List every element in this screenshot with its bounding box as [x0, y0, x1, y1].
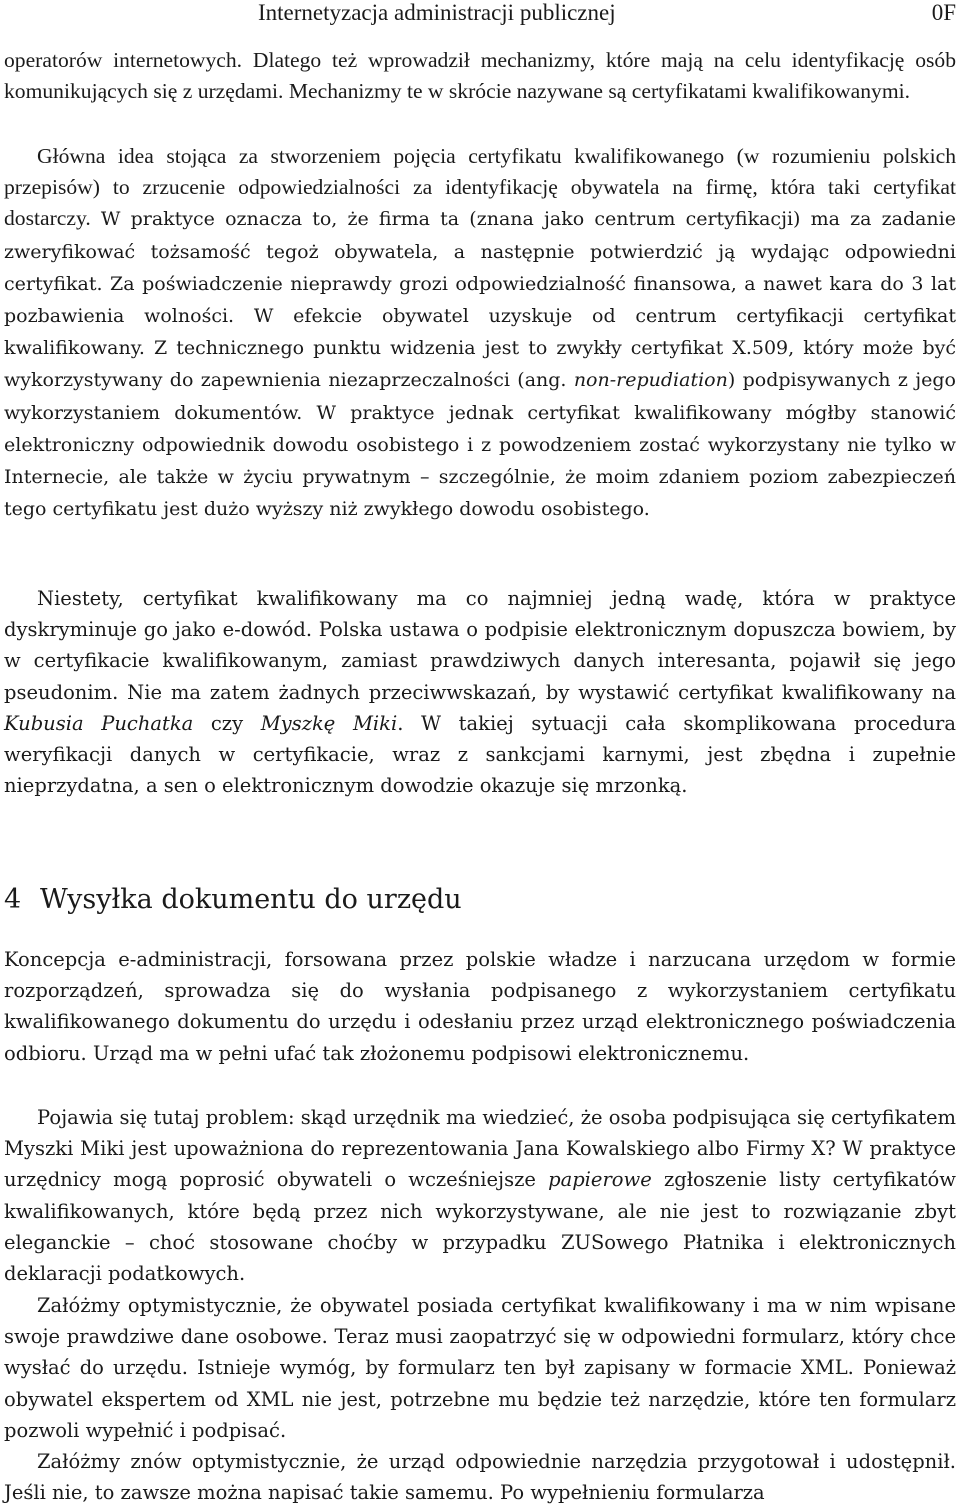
section-number: 4: [4, 884, 22, 915]
running-header: [258, 0, 956, 26]
running-header-page: 0F: [931, 0, 956, 25]
paragraph-e-administration: Koncepcja e-administracji, forsowana przez polskie władze i narzucana urzędom w formie rozporządzeń, sprowadza się do wysłania podpisanego z wykorzystaniem certyfikatu kwalifikowanego dokumentu do urzędu i odesłaniu przez urząd elektronicznego poświadczenia odbioru. Urząd ma w pełni ufać tak złożonemu podpisowi elektronicznemu.: [4, 948, 956, 1065]
paragraph-pseudonym-flaw: [4, 583, 956, 801]
section-title: Wysyłka dokumentu do urzędu: [40, 884, 462, 915]
paragraph-text: [4, 208, 956, 520]
paragraph-text: Główna idea stojąca za stworzeniem pojęcia certyfikatu kwalifikowanego (w rozumieniu polskich przepisów) to zrzucenie odpowiedzialności za identyfikację obywatela na firmę, która taki certyfikat dostarczy.: [4, 144, 956, 231]
paragraph-qualified-certificate: [4, 141, 956, 525]
paragraph-text: czy: [193, 711, 261, 735]
paragraph-intro: operatorów internetowych. Dlatego też wprowadził mechanizmy, które mają na celu identyfikację osób komunikujących się z urzędami. Mechanizmy te w skrócie nazywane są certyfikatami kwalifikowanymi.: [4, 48, 956, 104]
emphasis-term: papierowe: [548, 1168, 652, 1192]
paragraph-text: Niestety, certyfikat kwalifikowany ma co najmniej jedną wadę, która w praktyce dyskryminuje go jako e-dowód. Polska ustawa o podpisie elektronicznym dopuszcza bowiem, by w certyfikacie kwalifikowanym, zamiast prawdziwych danych interesanta, pojawił się jego pseudonim. Nie ma zatem żadnych przeciwwskazań, by wystawić certyfikat kwalifikowany na: [4, 587, 956, 704]
emphasis-term: non-repudiation: [573, 369, 728, 392]
paragraph-tools: Załóżmy znów optymistycznie, że urząd odpowiednie narzędzia przygotował i udostępnił. Jeśli nie, to zawsze można napisać takie samemu. Po wypełnieniu formularza: [4, 1450, 956, 1505]
emphasis-name: Kubusia Puchatka: [4, 711, 194, 735]
paragraph-xml-form: Załóżmy optymistycznie, że obywatel posiada certyfikat kwalifikowany i ma w nim wpisane swoje prawdziwe dane osobowe. Teraz musi zaopatrzyć się w odpowiedni formularz, który chce wysłać do urzędu. Istnieje wymóg, by formularz ten był zapisany w formacie XML. Ponieważ obywatel ekspertem od XML nie jest, potrzebne mu będzie też narzędzie, które ten formularz pozwoli wypełnić i podpisać.: [4, 1294, 956, 1442]
paragraph-text: ) podpisywanych z jego wykorzystaniem dokumentów. W praktyce jednak certyfikat kwalifikowany mógłby stanowić elektroniczny odpowiednik dowodu osobistego i z powodzeniem zostać wykorzystany nie tylko w Internecie, ale także w życiu prywatnym – szczególnie, że moim zdaniem poziom zabezpieczeń tego certyfikatu jest dużo wyższy niż zwykłego dowodu osobistego.: [4, 369, 956, 521]
paragraph-text: Pojawia się tutaj problem: skąd urzędnik ma wiedzieć, że osoba podpisująca się certyfikatem Myszki Miki jest upoważniona do reprezentowania Jana Kowalskiego albo Firmy X? W praktyce urzędnicy mogą poprosić obywateli o wcześniejsze: [4, 1106, 956, 1192]
section-heading: [4, 880, 956, 920]
running-header-title: Internetyzacja administracji publicznej: [258, 0, 616, 25]
emphasis-name: Myszkę Miki: [260, 711, 398, 735]
paragraph-text: zgłoszenie listy certyfikatów kwalifikowanych, które będą przez nich wykorzystywane, ale nie jest to rozwiązanie zbyt eleganckie – choć stosowane choćby w przypadku ZUSowego Płatnika i elektronicznych deklaracji podatkowych.: [4, 1168, 956, 1286]
paragraph-authorization-problem: [4, 1102, 956, 1289]
paragraph-text: . W takiej sytuacji cała skomplikowana procedura weryfikacji danych w certyfikacie, wraz z sankcjami karnymi, jest zbędna i zupełnie nieprzydatna, a sen o elektronicznym dowodzie okazuje się mrzonką.: [4, 711, 956, 798]
paragraph-text: W praktyce oznacza to, że firma ta (znana jako centrum certyfikacji) ma za zadanie zweryfikować tożsamość tegoż obywatela, a następnie potwierdzić ją wydając odpowiedni certyfikat. Za poświadczenie nieprawdy grozi odpowiedzialność finansowa, a nawet kara do 3 lat pozbawienia wolności. W efekcie obywatel uzyskuje od centrum certyfikacji certyfikat kwalifikowany. Z technicznego punktu widzenia jest to zwykły certyfikat X.509, który może być wykorzystywany do zapewnienia niezaprzeczalności (ang.: [4, 208, 956, 392]
